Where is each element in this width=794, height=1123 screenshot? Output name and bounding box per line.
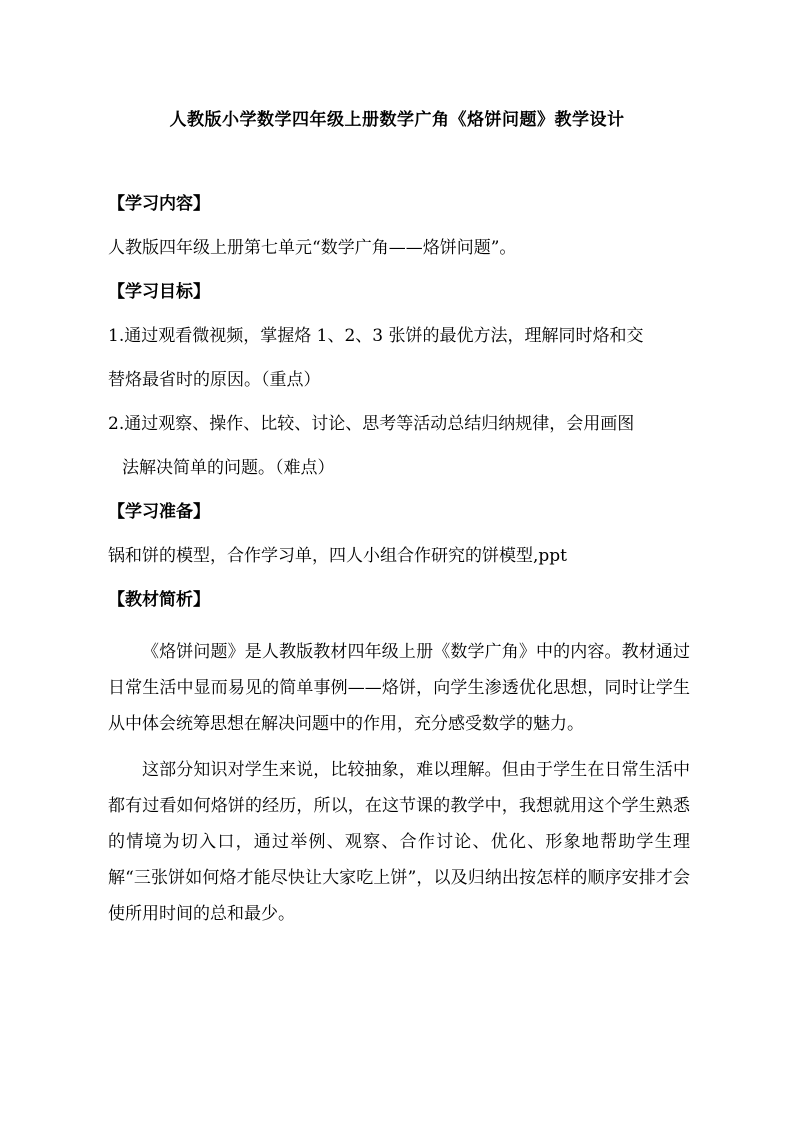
section-heading-content: 【学习内容】	[108, 194, 210, 214]
content-text: 人教版四年级上册第七单元“数学广角——烙饼问题”。	[108, 238, 517, 258]
document-body	[108, 190, 690, 932]
section-heading-preparation: 【学习准备】	[108, 502, 210, 522]
preparation-text: 锅和饼的模型，合作学习单，四人小组合作研究的饼模型,ppt	[108, 546, 567, 566]
goal-item-1-line-1: 1.通过观看微视频，掌握烙 1、2、3 张饼的最优方法，理解同时烙和交	[108, 326, 644, 346]
goal-item-2-line-1: 2.通过观察、操作、比较、讨论、思考等活动总结归纳规律，会用画图	[108, 414, 635, 434]
analysis-paragraph-2: 这部分知识对学生来说，比较抽象，难以理解。但由于学生在日常生活中都有过看如何烙饼的经历，所以，在这节课的教学中，我想就用这个学生熟悉的情境为切入口，通过举例、观察、合作讨论、优化、形象地帮助学生理解“三张饼如何烙才能尽快让大家吃上饼”，以及归纳出按怎样的顺序安排才会使所用时间的总和最少。	[108, 760, 690, 924]
goal-item-2-line-2: 法解决简单的问题。（难点）	[122, 458, 335, 478]
document-title: 人教版小学数学四年级上册数学广角《烙饼问题》教学设计	[169, 110, 625, 130]
section-heading-analysis: 【教材简析】	[108, 590, 210, 610]
analysis-paragraph-1: 《烙饼问题》是人教版教材四年级上册《数学广角》中的内容。教材通过日常生活中显而易见的简单事例——烙饼，向学生渗透优化思想，同时让学生从中体会统筹思想在解决问题中的作用，充分感受数学的魅力。	[108, 642, 690, 734]
goal-item-1-line-2: 替烙最省时的原因。（重点）	[108, 370, 321, 390]
section-heading-goals: 【学习目标】	[108, 282, 210, 302]
